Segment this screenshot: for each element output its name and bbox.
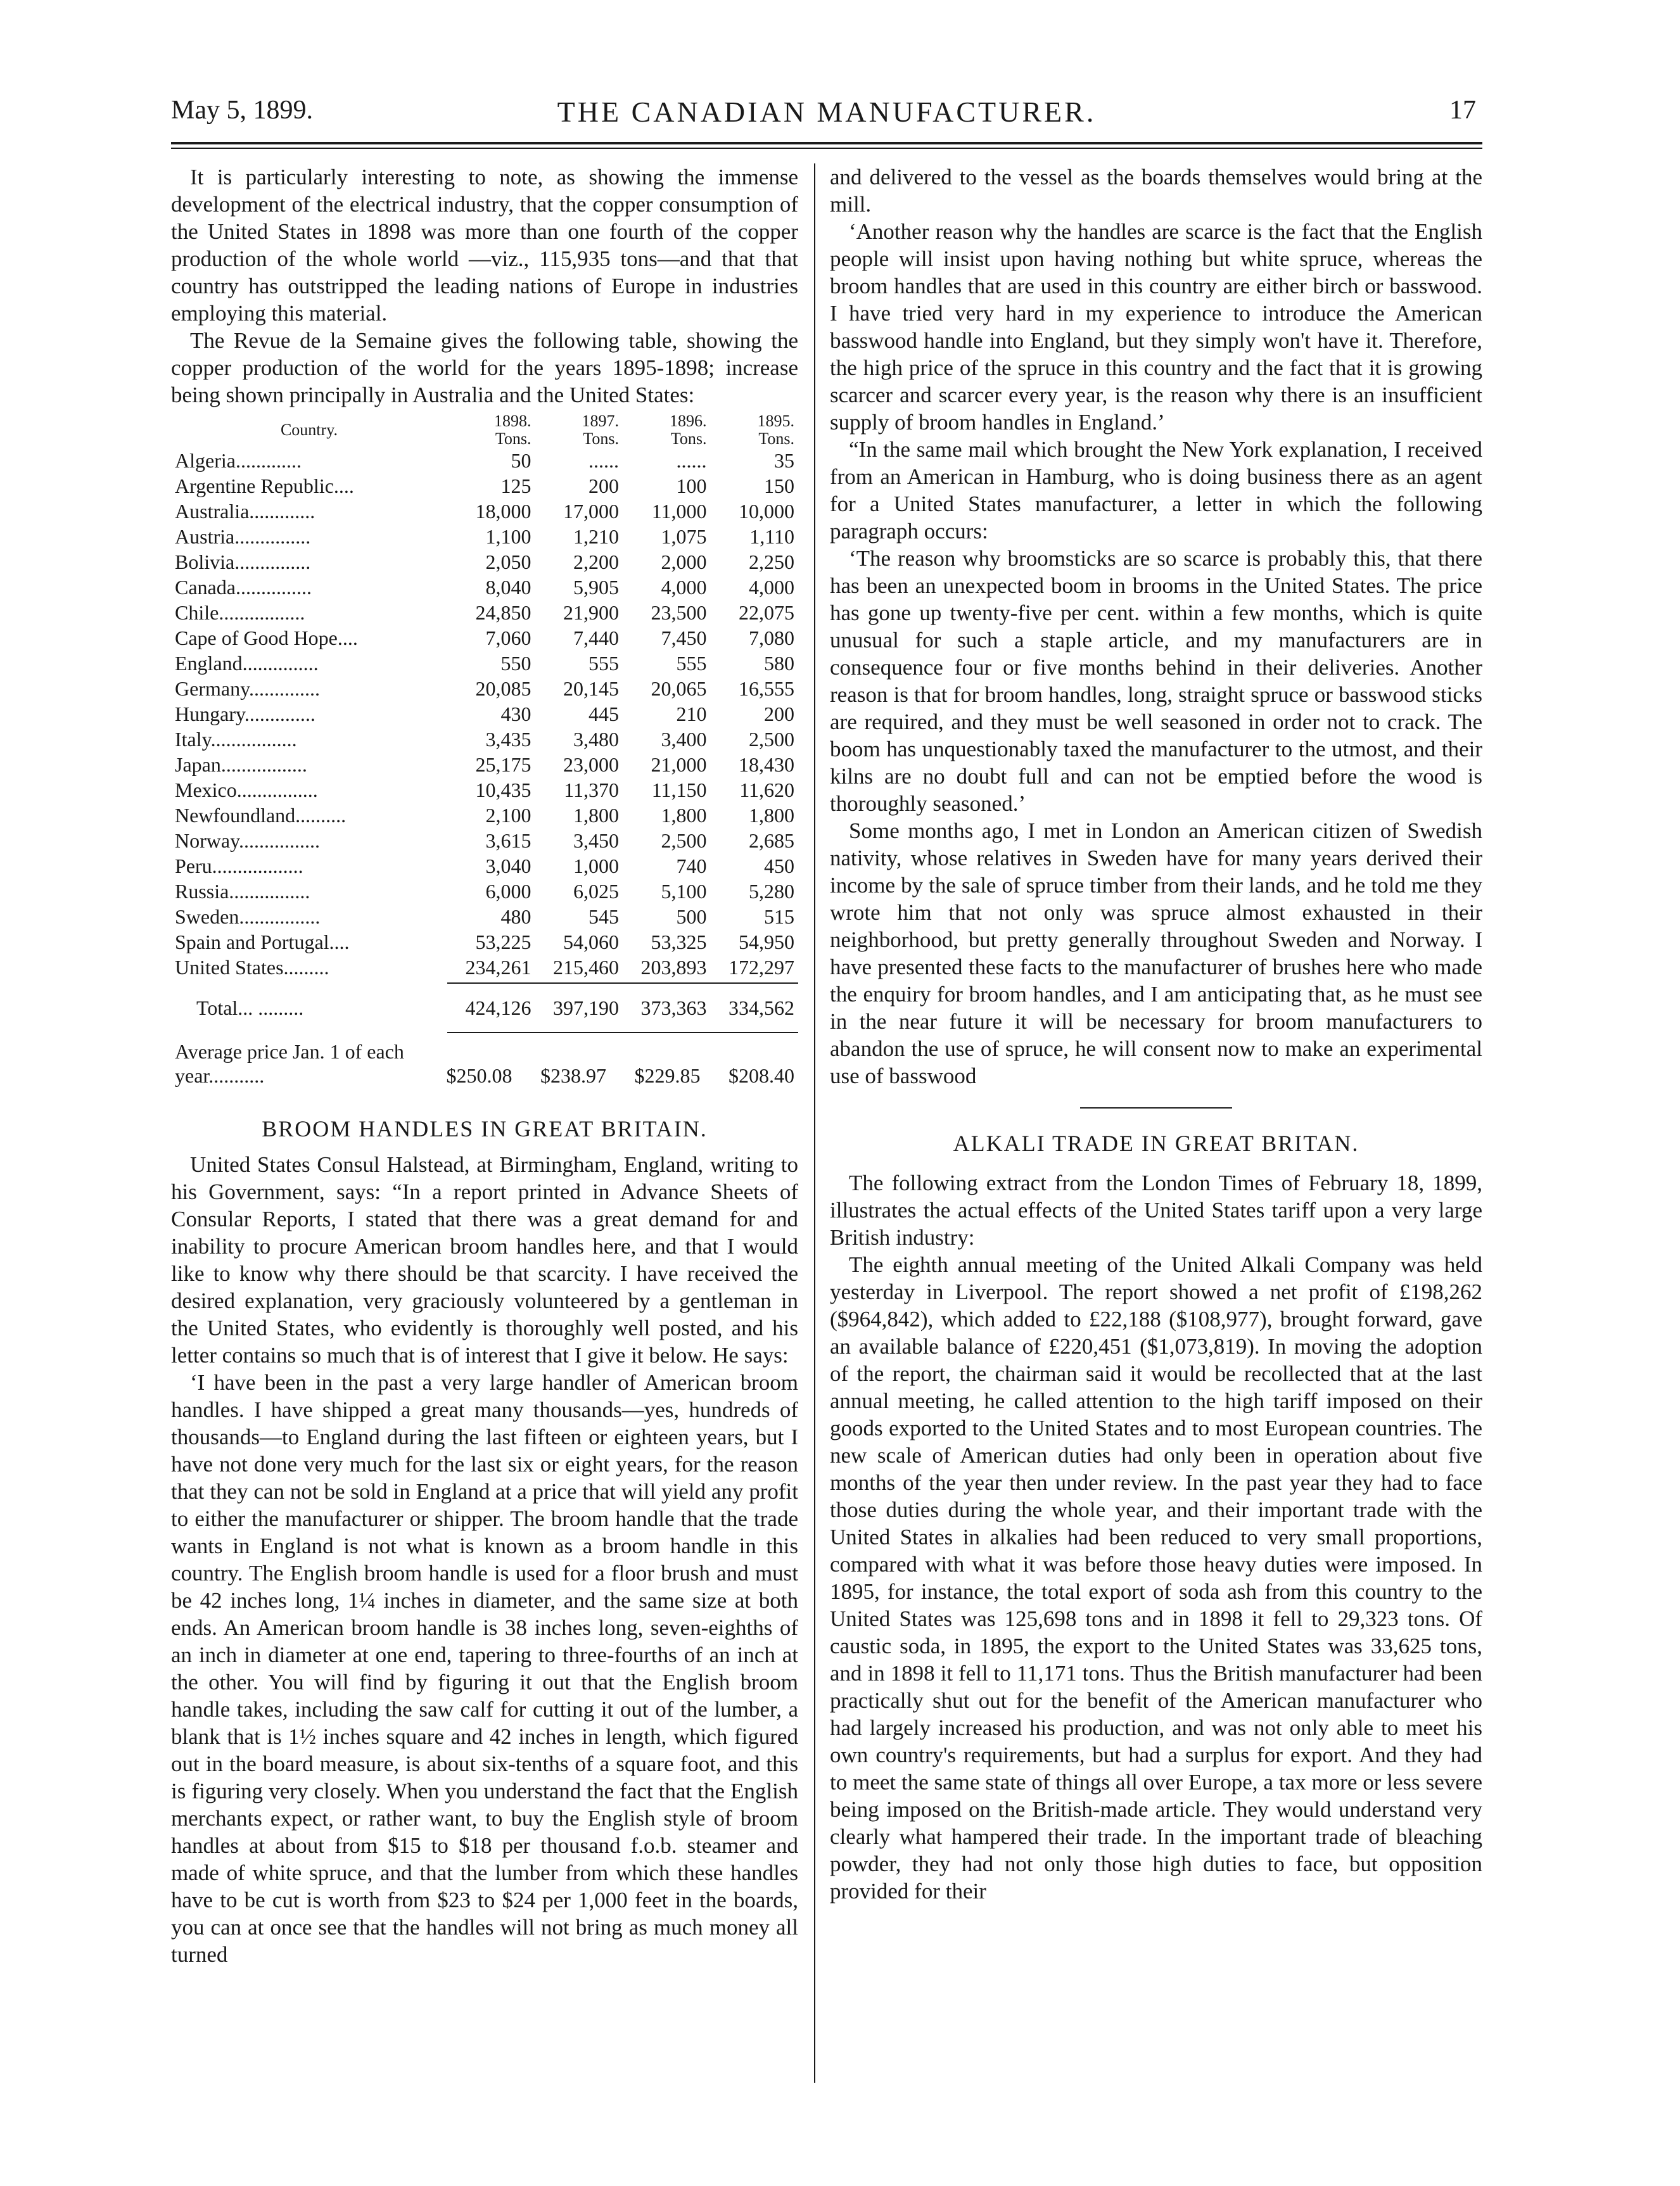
table-row xyxy=(171,651,798,676)
country-name-cell: Bolivia............... xyxy=(175,550,311,573)
country-name-cell: Sweden................ xyxy=(175,905,321,928)
tonnage-cell: 11,620 xyxy=(739,778,794,801)
tonnage-cell: 21,900 xyxy=(563,601,619,624)
table-row xyxy=(171,828,798,853)
tonnage-cell: 7,080 xyxy=(749,626,794,649)
country-name-cell: Japan................. xyxy=(175,753,307,776)
tonnage-cell: 1,110 xyxy=(749,525,794,548)
tonnage-cell: 1,800 xyxy=(661,804,707,827)
table-row xyxy=(171,600,798,625)
country-name-cell: England............... xyxy=(175,652,319,675)
year-header-1895: 1895. Tons. xyxy=(757,412,794,448)
total-cell: 334,562 xyxy=(729,996,794,1019)
tonnage-cell: 23,500 xyxy=(651,601,707,624)
tonnage-cell: 125 xyxy=(500,474,531,497)
tonnage-cell: 10,435 xyxy=(475,778,531,801)
tonnage-cell: 3,615 xyxy=(485,829,531,852)
country-name-cell: Norway................ xyxy=(175,829,320,852)
publication-title: THE CANADIAN MANUFACTURER. xyxy=(557,96,1097,128)
table-row xyxy=(171,701,798,727)
tonnage-cell: 3,400 xyxy=(661,728,707,751)
table-rule xyxy=(623,1029,711,1033)
continued-paragraph: and delivered to the vessel as the boards themselves would bring at the mill. xyxy=(830,165,1482,217)
tonnage-cell: 500 xyxy=(676,905,707,928)
tonnage-cell: 1,075 xyxy=(661,525,707,548)
average-price-values xyxy=(422,1039,798,1088)
tonnage-cell: 2,000 xyxy=(661,550,707,573)
scarcity-paragraph: ‘Another reason why the handles are scarce is the fact that the English people will insist upon having nothing but white spruce, whereas the broom handles that are used in this country are either birch or basswood. I have tried very hard in my experience to introduce the American basswood handle into England, but they simply won't have it. Therefore, the high price of the spruce in this country and the fact that it is growing scarcer and scarcer every year, is the reason why there is an insufficient supply of broom handles in England.’ xyxy=(830,219,1482,435)
country-name-cell: Peru.................. xyxy=(175,855,303,877)
page-number: 17 xyxy=(1449,96,1476,125)
country-name-cell: Spain and Portugal.... xyxy=(175,931,350,953)
tonnage-cell: 4,000 xyxy=(749,576,794,599)
tonnage-cell: 3,040 xyxy=(485,855,531,877)
tonnage-cell: 8,040 xyxy=(485,576,531,599)
right-column xyxy=(830,163,1482,1905)
tonnage-cell: 480 xyxy=(500,905,531,928)
table-row xyxy=(171,473,798,499)
country-name-cell: United States......... xyxy=(175,956,329,979)
tonnage-cell: 200 xyxy=(589,474,619,497)
tonnage-cell: 53,225 xyxy=(475,931,531,953)
average-price-row xyxy=(171,1039,798,1088)
table-header-row xyxy=(171,412,798,448)
tonnage-cell: 22,075 xyxy=(739,601,794,624)
year-header-1897: 1897. Tons. xyxy=(582,412,619,448)
country-name-cell: Australia............. xyxy=(175,500,315,523)
tonnage-cell: 23,000 xyxy=(563,753,619,776)
tonnage-cell: 35 xyxy=(774,449,794,472)
tonnage-cell: 2,100 xyxy=(485,804,531,827)
table-row xyxy=(171,549,798,575)
broom-paragraph-1: United States Consul Halstead, at Birmingham, England, writing to his Government, says: “In a report printed in Advance Sheets of Consular Reports, I stated that there was a great demand for and inability to procure American broom handles here, and that I would like to know why there should be that scarcity. I have received the desired explanation, very graciously volunteered by a gentleman in the United States, who evidently is thoroughly well posted, and his letter contains so much that is of interest that I give it below. He says: xyxy=(171,1152,798,1368)
tonnage-cell: 11,000 xyxy=(651,500,707,523)
tonnage-cell: 2,050 xyxy=(485,550,531,573)
column-divider xyxy=(814,163,815,2083)
header-rule xyxy=(171,142,1482,144)
table-row xyxy=(171,575,798,600)
tonnage-cell: 7,450 xyxy=(661,626,707,649)
country-name-cell: Italy................. xyxy=(175,728,297,751)
table-row xyxy=(171,752,798,777)
tonnage-cell: 150 xyxy=(764,474,794,497)
table-row xyxy=(171,929,798,955)
table-row xyxy=(171,448,798,473)
tonnage-cell: 550 xyxy=(500,652,531,675)
section-divider xyxy=(1080,1107,1232,1109)
tonnage-cell: 2,200 xyxy=(573,550,619,573)
table-row xyxy=(171,777,798,803)
tonnage-cell: 21,000 xyxy=(651,753,707,776)
tonnage-cell: 234,261 xyxy=(465,956,531,979)
tonnage-cell: 740 xyxy=(676,855,707,877)
header-rule-thin xyxy=(171,148,1482,149)
country-name-cell: Cape of Good Hope.... xyxy=(175,626,358,649)
copper-intro-paragraph: It is particularly interesting to note, as showing the immense development of the electrical industry, that the copper consumption of the United States in 1898 was more than one fourth of the copper production of the whole world —viz., 115,935 tons—and that that country has outstripped the leading nations of Europe in industries employing this material. xyxy=(171,165,798,326)
page-header xyxy=(171,95,1482,139)
tonnage-cell: 24,850 xyxy=(475,601,531,624)
country-name-cell: Chile................. xyxy=(175,601,305,624)
tonnage-cell: 7,060 xyxy=(485,626,531,649)
tonnage-cell: 203,893 xyxy=(640,956,707,979)
year-header-1898: 1898. Tons. xyxy=(494,412,531,448)
tonnage-cell: 11,150 xyxy=(651,778,707,801)
country-name-cell: Argentine Republic.... xyxy=(175,474,354,497)
table-row xyxy=(171,676,798,701)
tonnage-cell: 1,800 xyxy=(749,804,794,827)
tonnage-cell: 445 xyxy=(589,702,619,725)
average-price-label: Average price Jan. 1 of each year........... xyxy=(175,1040,404,1087)
issue-date: May 5, 1899. xyxy=(171,96,313,125)
tonnage-cell: 20,065 xyxy=(651,677,707,700)
country-name-cell: Russia................ xyxy=(175,880,310,903)
tonnage-cell: 1,000 xyxy=(573,855,619,877)
broomstick-boom-paragraph: ‘The reason why broomsticks are so scarce is probably this, that there has been an unexpected boom in brooms in the United States. The price has gone up twenty-five per cent. within a few months, which is quite unusual for such a staple article, and my manufacturers are in consequence four or five months behind in their deliveries. Another reason is that for broom handles, long, straight spruce or basswood sticks are required, and they must be well seasoned in order not to crack. The boom has unquestionably taxed the manufacturer to the utmost, and their kilns are no doubt full and can not be emptied before the wood is thoroughly seasoned.’ xyxy=(830,546,1482,816)
copper-production-table xyxy=(171,412,798,1033)
alkali-paragraph-1: The following extract from the London Times of February 18, 1899, illustrates the actual effects of the United States tariff upon a very large British industry: xyxy=(830,1171,1482,1250)
tonnage-cell: 54,950 xyxy=(739,931,794,953)
tonnage-cell: 2,685 xyxy=(749,829,794,852)
tonnage-cell: 210 xyxy=(676,702,707,725)
country-column-header: Country. xyxy=(280,421,338,439)
alkali-trade-heading: ALKALI TRADE IN GREAT BRITAN. xyxy=(953,1131,1359,1156)
tonnage-cell: 18,430 xyxy=(739,753,794,776)
tonnage-cell: 6,025 xyxy=(573,880,619,903)
country-name-cell: Canada............... xyxy=(175,576,312,599)
table-row xyxy=(171,904,798,929)
tonnage-cell: 20,085 xyxy=(475,677,531,700)
country-name-cell: Algeria............. xyxy=(175,449,302,472)
tonnage-cell: 172,297 xyxy=(729,956,794,979)
table-body xyxy=(171,448,798,1033)
table-row xyxy=(171,955,798,980)
tonnage-cell: 7,440 xyxy=(573,626,619,649)
total-row xyxy=(171,983,798,1029)
tonnage-cell: 515 xyxy=(764,905,794,928)
swedish-spruce-paragraph: Some months ago, I met in London an American citizen of Swedish nativity, whose relatives in Sweden have for many years derived their income by the sale of spruce timber from their lands, and he told me they wrote him that not only was spruce almost exhausted in their neighborhood, but pretty generally throughout Sweden and Norway. I have presented these facts to the manufacturer of brushes here who made the enquiry for broom handles, and I am anticipating that, as he must see in the near future it will be necessary for broom manufacturers to abandon the use of spruce, he will consent now to make an experimental use of basswood xyxy=(830,818,1482,1088)
tonnage-cell: 5,280 xyxy=(749,880,794,903)
country-name-cell: Germany.............. xyxy=(175,677,320,700)
country-name-cell: Hungary.............. xyxy=(175,702,315,725)
tonnage-cell: 3,450 xyxy=(573,829,619,852)
tonnage-cell: 3,480 xyxy=(573,728,619,751)
tonnage-cell: 580 xyxy=(764,652,794,675)
tonnage-cell: ...... xyxy=(676,449,707,472)
tonnage-cell: 54,060 xyxy=(563,931,619,953)
tonnage-cell: 5,100 xyxy=(661,880,707,903)
tonnage-cell: 555 xyxy=(676,652,707,675)
tonnage-cell: 2,250 xyxy=(749,550,794,573)
tonnage-cell: 25,175 xyxy=(475,753,531,776)
table-row xyxy=(171,524,798,549)
table-row xyxy=(171,803,798,828)
hamburg-paragraph: “In the same mail which brought the New York explanation, I received from an American in Hamburg, who is doing business there as an agent for a United States manufacturer, a letter in which the following paragraph occurs: xyxy=(830,437,1482,543)
average-price-1896: $229.85 xyxy=(634,1064,701,1087)
table-row xyxy=(171,499,798,524)
table-rule xyxy=(447,1029,535,1033)
tonnage-cell: 1,800 xyxy=(573,804,619,827)
tonnage-cell: 53,325 xyxy=(651,931,707,953)
country-name-cell: Newfoundland.......... xyxy=(175,804,347,827)
table-row xyxy=(171,879,798,904)
tonnage-cell: 18,000 xyxy=(475,500,531,523)
average-price-1895: $208.40 xyxy=(729,1064,794,1087)
tonnage-cell: 16,555 xyxy=(739,677,794,700)
alkali-paragraph-2: The eighth annual meeting of the United Alkali Company was held yesterday in Liverpool. The report showed a net profit of £198,262 ($964,842), which added to £22,188 ($108,977), brought forward, gave an available balance of £220,451 ($1,073,819). In moving the adoption of the report, the chairman said it would be recollected that at the last annual meeting, he called attention to the high tariff imposed on their goods exported to the United States and to most European countries. The new scale of American duties had only been in operation about five months of the year then under review. In the past year they had to face those duties during the whole year, and their important trade with the United States in alkalies had been reduced to very small proportions, compared with what it was before those heavy duties were imposed. In 1895, for instance, the total export of soda ash from this country to the United States was 125,698 tons and in 1898 it fell to 29,323 tons. Of caustic soda, in 1895, the export to the United States was 33,625 tons, and in 1898 it fell to 11,171 tons. Thus the British manufacturer had been practically shut out for the benefit of the American manufacturer who had largely increased his production, and was not only able to meet his own country's requirements, but had a surplus for export. And they had to meet the same state of things all over Europe, a tax more or less severe being imposed on the British-made article. They would understand very clearly what hampered their trade. In the important trade of bleaching powder, they had not only those high duties to face, but opposition provided for their xyxy=(830,1252,1482,1903)
tonnage-cell: 450 xyxy=(764,855,794,877)
table-rule xyxy=(535,1029,623,1033)
tonnage-cell: ...... xyxy=(589,449,619,472)
tonnage-cell: 2,500 xyxy=(661,829,707,852)
tonnage-cell: 1,100 xyxy=(485,525,531,548)
broom-paragraph-2: ‘I have been in the past a very large handler of American broom handles. I have shipped a great many thousands—yes, hundreds of thousands—to England during the last fifteen or eighteen years, but I have not done very much for the last six or eight years, for the reason that they can not be sold in England at a price that will yield any profit to either the manufacturer or shipper. The broom handle that the trade wants in England is not what is known as a broom handle in this country. The English broom handle is used for a floor brush and must be 42 inches long, 1¼ inches in diameter, and the same size at both ends. An American broom handle is 38 inches long, seven-eighths of an inch in diameter at one end, tapering to three-fourths of an inch at the other. You will find by figuring it out that the English broom handle takes, including the saw calf for cutting it out of the lumber, a blank that is 1½ inches square and 42 inches in length, which figured out in the board measure, is about six-tenths of a square foot, and this is figuring very closely. When you understand the fact that the English merchants expect, or rather want, to buy the English style of broom handles at about from $15 to $18 per thousand f.o.b. steamer and made of white spruce, and that the lumber from which these handles have to be cut is worth from $23 to $24 per 1,000 feet in the boards, you can at once see that the handles will not bring as much money all turned xyxy=(171,1370,798,1967)
tonnage-cell: 215,460 xyxy=(553,956,619,979)
country-name-cell: Mexico................ xyxy=(175,778,318,801)
tonnage-cell: 200 xyxy=(764,702,794,725)
average-price-1898: $250.08 xyxy=(446,1064,512,1087)
tonnage-cell: 545 xyxy=(589,905,619,928)
tonnage-cell: 4,000 xyxy=(661,576,707,599)
tonnage-cell: 6,000 xyxy=(485,880,531,903)
total-label: Total... ......... xyxy=(196,996,304,1019)
average-price-1897: $238.97 xyxy=(540,1064,606,1087)
table-row xyxy=(171,853,798,879)
year-header-1896: 1896. Tons. xyxy=(670,412,707,448)
tonnage-cell: 1,210 xyxy=(573,525,619,548)
table-row xyxy=(171,727,798,752)
table-rule xyxy=(711,1029,799,1033)
revue-intro-paragraph: The Revue de la Semaine gives the following table, showing the copper production of the world for the years 1895-1898; increase being shown principally in Australia and the United States: xyxy=(171,328,798,407)
table-rule-spacer xyxy=(171,1029,447,1033)
tonnage-cell: 3,435 xyxy=(485,728,531,751)
table-rule-row xyxy=(171,1029,798,1033)
total-cell: 397,190 xyxy=(553,996,619,1019)
broom-handles-heading: BROOM HANDLES IN GREAT BRITAIN. xyxy=(262,1116,708,1141)
left-column xyxy=(171,163,798,1968)
tonnage-cell: 5,905 xyxy=(573,576,619,599)
tonnage-cell: 11,370 xyxy=(564,778,619,801)
total-cell: 373,363 xyxy=(640,996,707,1019)
tonnage-cell: 555 xyxy=(589,652,619,675)
total-cell: 424,126 xyxy=(465,996,531,1019)
tonnage-cell: 50 xyxy=(511,449,531,472)
table-row xyxy=(171,625,798,651)
tonnage-cell: 2,500 xyxy=(749,728,794,751)
tonnage-cell: 10,000 xyxy=(739,500,794,523)
tonnage-cell: 430 xyxy=(500,702,531,725)
tonnage-cell: 100 xyxy=(676,474,707,497)
tonnage-cell: 20,145 xyxy=(563,677,619,700)
tonnage-cell: 17,000 xyxy=(563,500,619,523)
country-name-cell: Austria............... xyxy=(175,525,311,548)
